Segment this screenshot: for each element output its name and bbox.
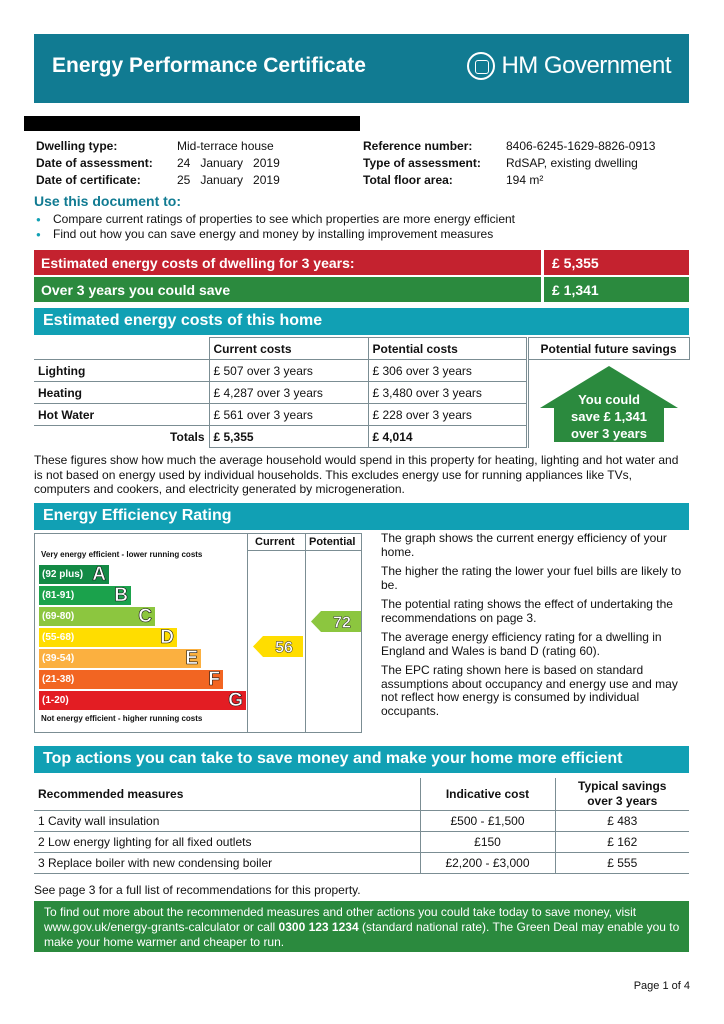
- costs-section-heading: Estimated energy costs of this home: [34, 308, 689, 335]
- assessment-type-label: Type of assessment:: [363, 156, 481, 170]
- potential-rating-pointer: [311, 611, 361, 632]
- list-item: ● Find out how you can save energy and money by installing improvement measures: [36, 227, 515, 242]
- cost-header: Indicative cost: [420, 778, 555, 810]
- page-title: Energy Performance Certificate: [52, 54, 366, 77]
- potential-rating-value: 72: [333, 614, 351, 632]
- totals-label: Totals: [170, 429, 205, 444]
- rating-band-b: [39, 586, 131, 605]
- rating-band-range: (39-54): [42, 653, 75, 664]
- actions-table: [34, 778, 689, 874]
- phone-number: 0300 123 1234: [278, 920, 359, 934]
- savings-header: Typical savings over 3 years: [555, 778, 689, 810]
- rating-band-range: (1-20): [42, 695, 69, 706]
- rating-explanation: The graph shows the current energy efficiency of your home. The higher the rating the lower your fuel bills are likely to be. The potential rating shows the effect of undertaking the recommendations on page 3. The average energy efficiency rating for a dwelling in England and Wales is band D (rating 60). The EPC rating shown here is based on standard assumptions about occupancy and energy use and may not reflect how energy is consumed by individual occupants.: [381, 531, 682, 718]
- assessment-date-value: 24 January 2019: [177, 156, 280, 170]
- savings-line-1: You could: [578, 392, 640, 407]
- list-item: ● Compare current ratings of properties to see which properties are more energy efficient: [36, 212, 515, 227]
- dwelling-type-value: Mid-terrace house: [177, 139, 274, 153]
- reference-number-label: Reference number:: [363, 139, 473, 153]
- rating-band-g: [39, 691, 246, 710]
- rating-band-f: [39, 670, 223, 689]
- certificate-header: [34, 34, 689, 103]
- assessment-type-value: RdSAP, existing dwelling: [506, 156, 638, 170]
- rating-band-a: [39, 565, 109, 584]
- table-row: Heating £ 4,287 over 3 years £ 3,480 over 3 years: [34, 382, 689, 404]
- rating-band-e: [39, 649, 201, 668]
- efficiency-rating-chart: [34, 533, 362, 733]
- dwelling-details: [36, 138, 280, 189]
- certificate-date-value: 25 January 2019: [177, 173, 280, 187]
- rating-band-range: (92 plus): [42, 569, 84, 580]
- savings-line-2: save £ 1,341: [571, 409, 647, 424]
- dwelling-type-label: Dwelling type:: [36, 139, 118, 153]
- redacted-address: [24, 116, 360, 131]
- rating-band-letter: D: [160, 627, 174, 648]
- rating-band-range: (21-38): [42, 674, 75, 685]
- savings-band: [34, 277, 689, 302]
- certificate-date-label: Date of certificate:: [36, 173, 141, 187]
- floor-area-label: Total floor area:: [363, 173, 453, 187]
- estimated-costs-value: £ 5,355: [544, 250, 689, 275]
- rating-band-letter: F: [208, 669, 220, 690]
- gov-name: HM Government: [501, 52, 671, 79]
- rating-band-range: (69-80): [42, 611, 75, 622]
- table-row: 2 Low energy lighting for all fixed outlets £150 £ 162: [34, 831, 689, 852]
- potential-column-header: Potential: [309, 536, 356, 548]
- rating-section-heading: Energy Efficiency Rating: [34, 503, 689, 530]
- page-number: Page 1 of 4: [633, 980, 690, 992]
- reference-number-value: 8406-6245-1629-8826-0913: [506, 139, 656, 153]
- floor-area-value: 194 m²: [506, 173, 544, 187]
- rating-band-c: [39, 607, 155, 626]
- estimated-costs-band: [34, 250, 689, 275]
- savings-value: £ 1,341: [544, 277, 689, 302]
- totals-current: £ 5,355: [209, 426, 368, 448]
- savings-line-3: over 3 years: [571, 426, 647, 441]
- table-row: Hot Water £ 561 over 3 years £ 228 over 3 years: [34, 404, 689, 426]
- table-row: 3 Replace boiler with new condensing boiler £2,200 - £3,000 £ 555: [34, 852, 689, 873]
- estimated-costs-label: Estimated energy costs of dwelling for 3 years:: [34, 250, 541, 275]
- rating-band-letter: C: [138, 606, 152, 627]
- rating-bottom-label: Not energy efficient - higher running costs: [41, 714, 203, 723]
- more-info-box: To find out more about the recommended measures and other actions you could take today to save money, visit www.gov.uk/energy-grants-calculator or call 0300 123 1234 (standard national rate). The Green Deal may enable you to make your home warmer and cheaper to run.: [34, 901, 689, 952]
- rating-band-letter: A: [92, 564, 106, 585]
- table-row: 1 Cavity wall insulation £500 - £1,500 £ 483: [34, 810, 689, 831]
- measures-header: Recommended measures: [34, 778, 420, 810]
- current-rating-pointer: [253, 636, 303, 657]
- rating-top-label: Very energy efficient - lower running costs: [41, 550, 203, 559]
- current-costs-header: Current costs: [209, 338, 368, 360]
- hm-government-logo: [467, 52, 671, 80]
- savings-label: Over 3 years you could save: [34, 277, 541, 302]
- current-rating-value: 56: [275, 639, 293, 657]
- use-bullets: [36, 212, 515, 242]
- current-column-header: Current: [255, 536, 295, 548]
- future-savings-header: Potential future savings: [527, 338, 689, 360]
- rating-band-letter: G: [228, 690, 243, 711]
- actions-section-heading: Top actions you can take to save money and make your home more efficient: [34, 746, 689, 773]
- rating-band-range: (81-91): [42, 590, 75, 601]
- see-page-note: See page 3 for a full list of recommendations for this property.: [34, 883, 361, 897]
- rating-band-letter: E: [185, 648, 198, 669]
- rating-band-d: [39, 628, 177, 647]
- costs-explanation: These figures show how much the average household would spend in this property for heating, lighting and hot water and is not based on energy used by individual households. This excludes energy use for running appliances like TVs, computers and cookers, and electricity generated by microgeneration.: [34, 453, 679, 496]
- rating-band-letter: B: [114, 585, 128, 606]
- reference-details: [363, 138, 655, 189]
- table-row: Lighting £ 507 over 3 years £ 306 over 3 years: [34, 360, 689, 382]
- potential-costs-header: Potential costs: [368, 338, 527, 360]
- savings-arrow: [540, 366, 678, 442]
- rating-band-range: (55-68): [42, 632, 75, 643]
- use-document-title: Use this document to:: [34, 193, 182, 209]
- crest-icon: [467, 52, 495, 80]
- totals-potential: £ 4,014: [368, 426, 527, 448]
- assessment-date-label: Date of assessment:: [36, 156, 153, 170]
